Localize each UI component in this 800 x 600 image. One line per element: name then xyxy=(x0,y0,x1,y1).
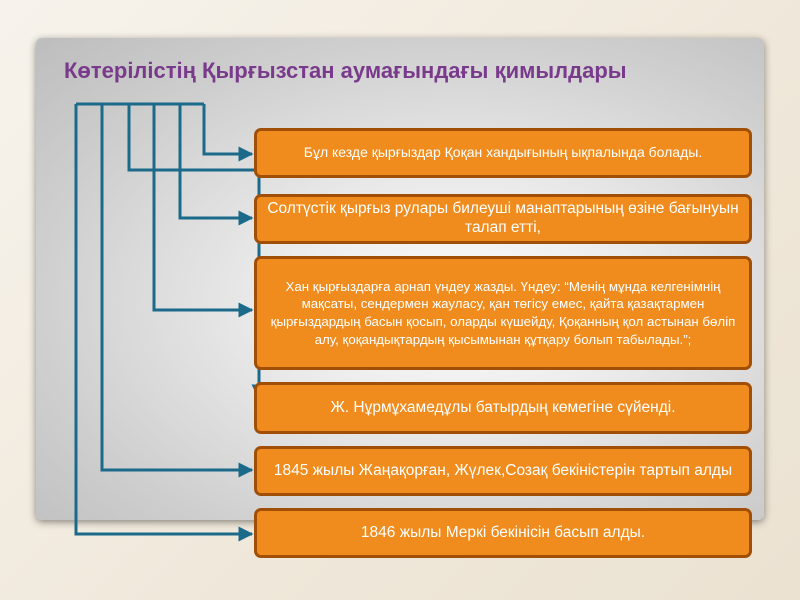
slide-title: Көтерілістің Қырғызстан аумағындағы қимылдары xyxy=(64,58,627,83)
event-box-6-text: 1846 жылы Меркі бекінісін басып алды. xyxy=(360,523,646,541)
event-box-4 xyxy=(254,382,752,434)
connector-to-box-2 xyxy=(180,104,252,218)
event-box-2-text: Солтүстік қырғыз рулары билеуші манаптарының өзіне бағынуын талап етті, xyxy=(267,200,739,236)
connector-to-box-4 xyxy=(129,104,259,398)
event-box-6 xyxy=(254,508,752,558)
connector-to-box-1 xyxy=(204,104,252,154)
connector-to-box-5 xyxy=(102,104,252,470)
event-box-5 xyxy=(254,446,752,496)
event-box-4-text: Ж. Нұрмұхамедұлы батырдың көмегіне сүйенді. xyxy=(330,398,676,416)
event-box-5-text: 1845 жылы Жаңақорған, Жүлек,Созақ бекіністерін тартып алды xyxy=(273,461,733,479)
event-box-1 xyxy=(254,128,752,178)
event-box-3-text: Хан қырғыздарға арнап үндеу жазды. Үндеу: “Менің мұнда келгенімнің мақсаты, сендермен жауласу, қан төгісу емес, қайта қазақтармен қырғыздардың басын қосып, оларды күшейду, Қоқанның қол астынан бөліп алу, қоқандықтардың қысымынан құтқару болып табылады.”; xyxy=(270,278,736,347)
event-box-3 xyxy=(254,256,752,370)
event-box-1-text: Бұл кезде қырғыздар Қоқан хандығының ықпалында болады. xyxy=(303,144,703,161)
event-box-2 xyxy=(254,194,752,244)
